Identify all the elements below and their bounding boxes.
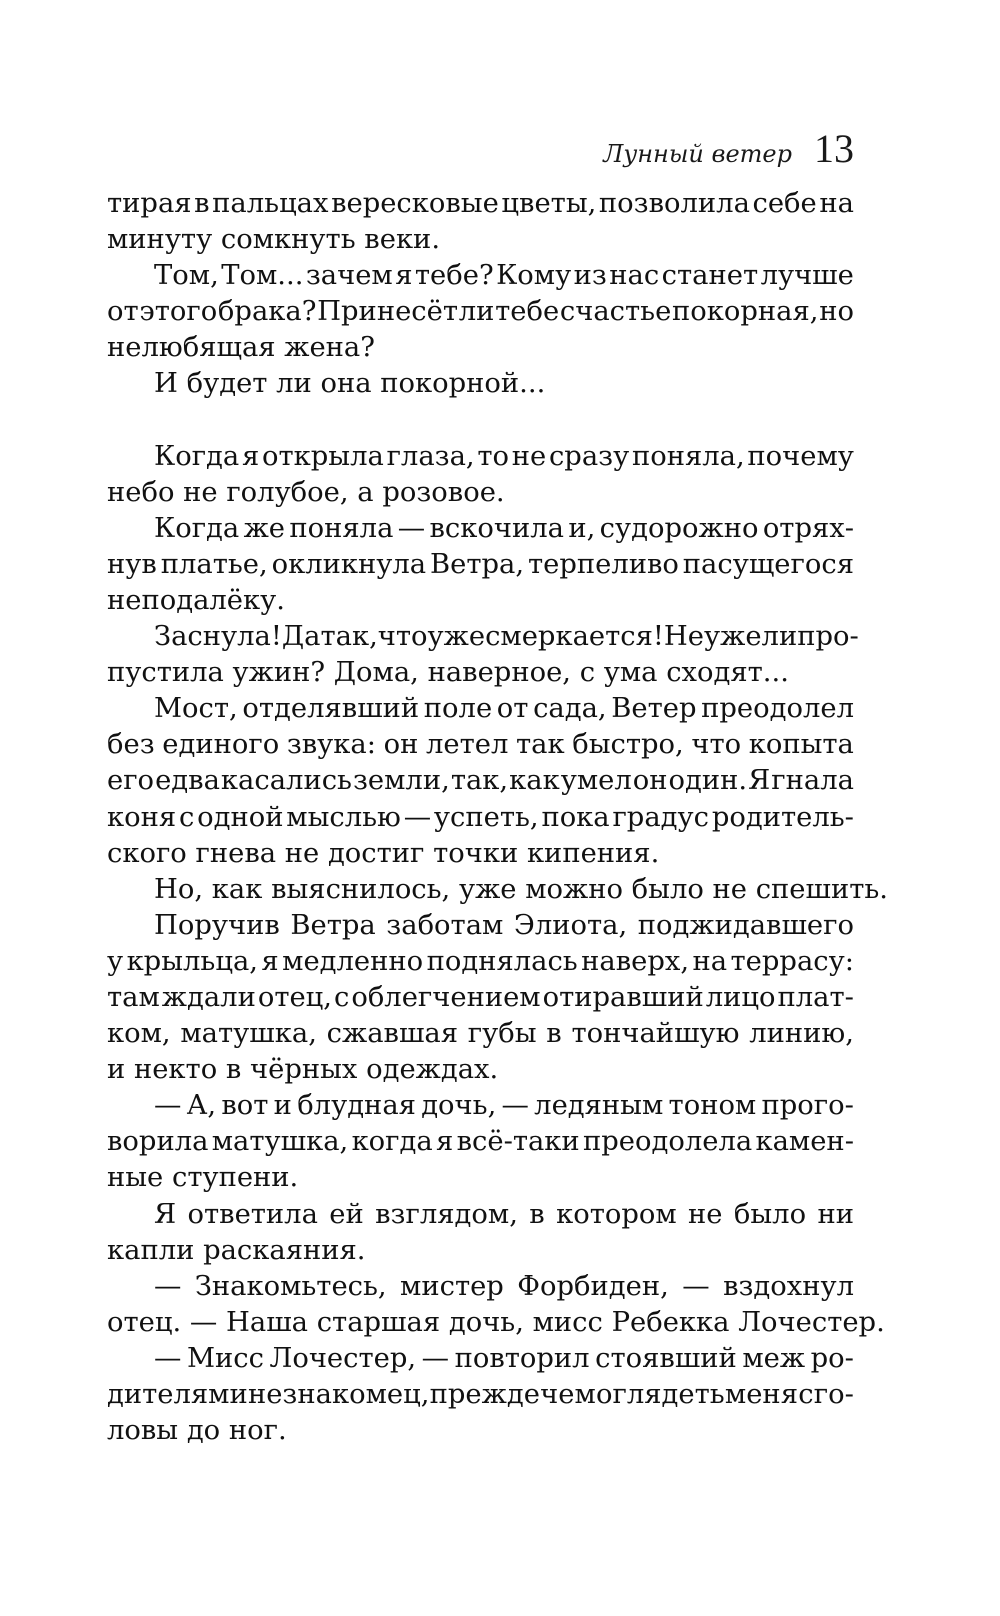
text-line: отец. — Наша старшая дочь, мисс Ребекка Лочестер. xyxy=(107,1306,885,1338)
word: брака? xyxy=(217,296,317,328)
word: поняла xyxy=(289,512,394,544)
word: Ветра xyxy=(290,909,376,941)
word: террасу: xyxy=(730,945,854,977)
word: поднялась xyxy=(426,945,578,977)
word: копыта xyxy=(748,729,854,761)
word: один. xyxy=(668,765,748,797)
page-header xyxy=(603,125,854,172)
word: Заснула! xyxy=(154,621,282,653)
word: с xyxy=(178,801,195,833)
text-line: нелюбящая жена? xyxy=(107,332,375,364)
word: сразу xyxy=(548,440,630,472)
text-line xyxy=(107,1269,854,1305)
word: — xyxy=(682,1270,710,1302)
text-line xyxy=(107,186,854,222)
text-line xyxy=(107,547,854,583)
word: но xyxy=(819,296,854,328)
text-line: Но, как выяснилось, уже можно было не спешить. xyxy=(154,873,889,905)
word: так, xyxy=(320,621,378,653)
word: тончайшую xyxy=(571,1018,740,1050)
word: там xyxy=(107,981,160,1013)
word: заботам xyxy=(386,909,504,941)
word: поле xyxy=(423,693,493,725)
word: что xyxy=(377,621,428,653)
text-line xyxy=(107,1124,854,1160)
word: Мисс xyxy=(186,1342,264,1374)
word: Когда xyxy=(154,512,240,544)
text-line xyxy=(107,908,854,944)
word: облегчением xyxy=(351,981,541,1013)
text-line: пустила ужин? Дома, наверное, с ума сходят... xyxy=(107,657,789,689)
text-line xyxy=(107,727,854,763)
word: у xyxy=(107,945,124,977)
word: Когда xyxy=(154,440,240,472)
word: Форбиден, xyxy=(517,1270,669,1302)
text-line xyxy=(107,1016,854,1052)
word: ни xyxy=(817,1198,854,1230)
word: в xyxy=(194,188,210,219)
word: матушка, xyxy=(180,1018,317,1050)
word: он xyxy=(383,729,419,761)
text-line: И будет ли она покорной... xyxy=(154,368,546,400)
word: стоявший xyxy=(595,1342,737,1374)
word: летел xyxy=(425,729,509,761)
word: Ветра, xyxy=(429,548,525,580)
word: когда xyxy=(351,1126,433,1158)
word: я xyxy=(261,945,279,977)
word: станет xyxy=(661,260,759,292)
text-line xyxy=(107,1088,854,1124)
text-line: ные ступени. xyxy=(107,1162,299,1194)
word: чем xyxy=(540,1379,596,1410)
page-number: 13 xyxy=(814,126,854,171)
word: счастье xyxy=(559,296,672,328)
word: пока xyxy=(541,801,610,833)
word: на xyxy=(692,945,728,977)
word: преодолел xyxy=(701,693,854,725)
word: незнакомец, xyxy=(247,1379,430,1410)
word: градус xyxy=(612,801,709,833)
word: — xyxy=(501,1090,529,1122)
word: одной xyxy=(197,801,284,833)
text-line: минуту сомкнуть веки. xyxy=(107,224,441,256)
word: успеть, xyxy=(433,801,539,833)
word: земли, xyxy=(352,765,450,797)
word: глаза, xyxy=(386,440,475,472)
word: Лочестер, xyxy=(269,1342,417,1374)
word: терпеливо xyxy=(527,548,679,580)
word: Кому xyxy=(496,260,572,292)
word: лучше xyxy=(760,260,854,292)
word: умел xyxy=(560,765,632,797)
text-line xyxy=(107,439,854,475)
word: позволила xyxy=(598,188,750,219)
body-text xyxy=(107,186,889,1449)
word: ком, xyxy=(107,1018,171,1050)
word: быстро, xyxy=(572,729,684,761)
word: было xyxy=(733,1198,807,1230)
text-line xyxy=(107,691,854,727)
word: тирая xyxy=(107,188,192,219)
word: гнала xyxy=(771,765,854,797)
word: — xyxy=(397,512,426,544)
word: единого xyxy=(162,729,280,761)
word: меж xyxy=(742,1342,806,1374)
word: едва xyxy=(155,765,220,797)
word: медленно xyxy=(282,945,424,977)
text-line xyxy=(107,944,854,980)
word: не xyxy=(688,1198,723,1230)
word: окликнула xyxy=(271,548,427,580)
word: Принесёт xyxy=(317,296,458,328)
word: повторил xyxy=(454,1342,590,1374)
word: ро- xyxy=(810,1342,854,1374)
word: пасущегося xyxy=(682,548,854,580)
word: так xyxy=(515,729,565,761)
word: от xyxy=(107,296,139,328)
word: дителями xyxy=(107,1379,248,1410)
word: открыла xyxy=(262,440,384,472)
text-line xyxy=(107,1377,854,1413)
word: камен- xyxy=(755,1126,854,1158)
word: — xyxy=(421,1342,450,1374)
word: оглядеть xyxy=(596,1379,725,1410)
word: родитель- xyxy=(711,801,854,833)
word: ответила xyxy=(187,1198,318,1230)
word: всё-таки xyxy=(456,1126,580,1158)
word: А, xyxy=(186,1090,217,1122)
word: Я xyxy=(154,1198,177,1230)
word: котором xyxy=(556,1198,677,1230)
word: меня xyxy=(724,1379,798,1410)
text-line: неподалёку. xyxy=(107,584,285,616)
word: с xyxy=(798,1379,814,1410)
word: я xyxy=(241,440,260,472)
word: преодолела xyxy=(582,1126,753,1158)
word: наверх, xyxy=(581,945,690,977)
word: я xyxy=(395,260,413,292)
word: — xyxy=(154,1342,182,1374)
word: отделявший xyxy=(242,693,420,725)
word: линию, xyxy=(749,1018,854,1050)
word: Я xyxy=(748,765,771,797)
word: тебе? xyxy=(414,260,494,292)
word: из xyxy=(573,260,607,292)
word: вересковые xyxy=(331,188,499,219)
word: на xyxy=(819,188,854,219)
word: губы xyxy=(467,1018,537,1050)
word: не xyxy=(511,440,547,472)
word: мыслью xyxy=(286,801,401,833)
text-line: капли раскаяния. xyxy=(107,1234,366,1266)
word: Ветер xyxy=(611,693,697,725)
word: и, xyxy=(568,512,596,544)
word: этого xyxy=(139,296,218,328)
text-line xyxy=(107,294,854,330)
word: цветы, xyxy=(501,188,597,219)
word: дочь, xyxy=(421,1090,497,1122)
word: его xyxy=(107,765,155,797)
word: касались xyxy=(220,765,352,797)
word: отец, xyxy=(257,981,333,1013)
word: ли xyxy=(458,296,495,328)
word: же xyxy=(243,512,286,544)
word: уже xyxy=(427,621,486,653)
text-line: ловы до ног. xyxy=(107,1415,287,1447)
word: поджидавшего xyxy=(637,909,854,941)
word: плат- xyxy=(777,981,854,1013)
word: покорная, xyxy=(672,296,819,328)
text-line xyxy=(107,980,854,1016)
text-line xyxy=(107,1197,854,1233)
word: отрях- xyxy=(762,512,854,544)
word: — xyxy=(154,1090,182,1122)
word: ждали xyxy=(161,981,256,1013)
word: судорожно xyxy=(599,512,759,544)
text-line xyxy=(107,800,854,836)
text-line xyxy=(107,511,854,547)
word: Том... xyxy=(221,260,304,292)
text-line xyxy=(107,258,854,294)
word: про- xyxy=(797,621,859,653)
word: зачем xyxy=(305,260,393,292)
text-line xyxy=(107,1341,854,1377)
text-line: ского гнева не достиг точки кипения. xyxy=(107,837,660,869)
text-line: небо не голубое, а розовое. xyxy=(107,476,505,508)
word: Поручив xyxy=(154,909,280,941)
word: смеркается! xyxy=(485,621,664,653)
word: вздохнул xyxy=(723,1270,854,1302)
word: — xyxy=(154,1270,182,1302)
section-break xyxy=(107,403,854,439)
word: в xyxy=(529,1198,545,1230)
word: — xyxy=(403,801,432,833)
text-line xyxy=(107,619,859,655)
word: ворила xyxy=(107,1126,209,1158)
word: что xyxy=(691,729,742,761)
word: себе xyxy=(752,188,817,219)
word: ей xyxy=(329,1198,364,1230)
word: без xyxy=(107,729,155,761)
word: лицо xyxy=(705,981,776,1013)
word: Элиота, xyxy=(513,909,628,941)
word: прого- xyxy=(761,1090,854,1122)
word: вот xyxy=(221,1090,269,1122)
word: Том, xyxy=(154,260,219,292)
word: Мост, xyxy=(154,693,238,725)
word: ледяным xyxy=(534,1090,664,1122)
word: нас xyxy=(609,260,660,292)
word: и xyxy=(273,1090,292,1122)
word: звука: xyxy=(286,729,376,761)
word: прежде xyxy=(429,1379,540,1410)
word: взглядом, xyxy=(375,1198,518,1230)
text-line: и некто в чёрных одеждах. xyxy=(107,1054,499,1086)
word: сжавшая xyxy=(326,1018,459,1050)
word: Да xyxy=(281,621,321,653)
text-line xyxy=(107,763,854,799)
word: блудная xyxy=(297,1090,416,1122)
word: от xyxy=(496,693,529,725)
word: сада, xyxy=(533,693,607,725)
word: мистер xyxy=(400,1270,504,1302)
word: я xyxy=(436,1126,454,1158)
word: пальцах xyxy=(212,188,329,219)
word: в xyxy=(546,1018,562,1050)
word: го- xyxy=(813,1379,854,1410)
running-title: Лунный ветер xyxy=(603,140,792,168)
word: отиравший xyxy=(542,981,704,1013)
word: как xyxy=(509,765,560,797)
word: то xyxy=(477,440,510,472)
word: вскочила xyxy=(429,512,564,544)
word: поняла, xyxy=(631,440,745,472)
word: почему xyxy=(747,440,854,472)
word: тоном xyxy=(668,1090,757,1122)
word: с xyxy=(334,981,350,1013)
word: платье, xyxy=(160,548,268,580)
word: Знакомьтесь, xyxy=(194,1270,387,1302)
word: Неужели xyxy=(663,621,798,653)
word: тебе xyxy=(495,296,560,328)
word: он xyxy=(632,765,668,797)
word: так, xyxy=(450,765,509,797)
word: коня xyxy=(107,801,177,833)
word: нув xyxy=(107,548,157,580)
word: крыльца, xyxy=(126,945,258,977)
word: матушка, xyxy=(211,1126,349,1158)
